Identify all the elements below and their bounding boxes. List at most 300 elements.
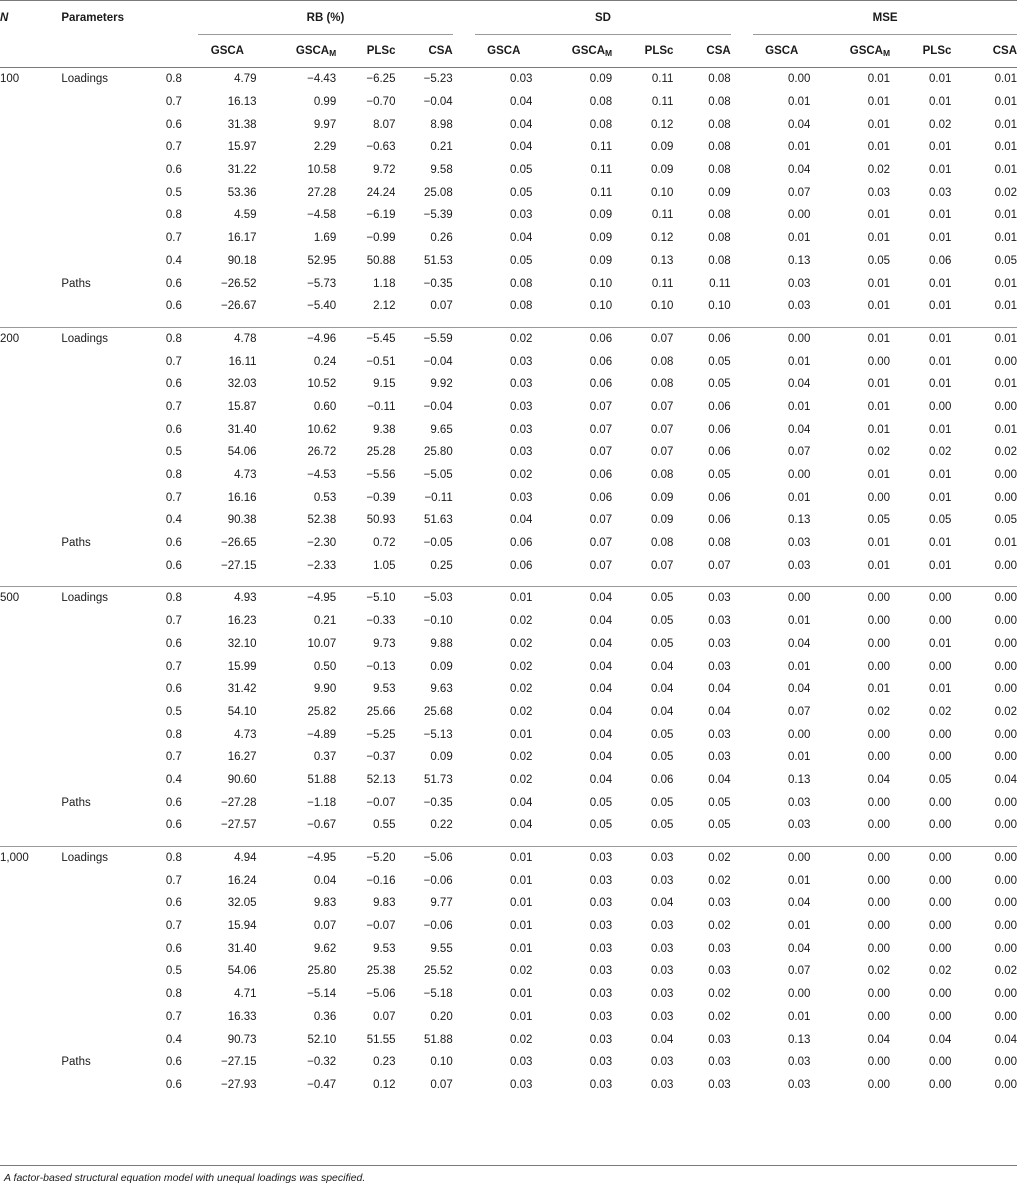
true-value-cell: 0.7 xyxy=(165,355,182,368)
gap-cell xyxy=(731,1051,753,1074)
sd-value-cell: 0.04 xyxy=(510,96,533,109)
mse-value-cell: 0.01 xyxy=(867,559,891,572)
rb-value-cell: 52.38 xyxy=(307,514,337,527)
gap-cell xyxy=(453,869,475,892)
sample-size-cell xyxy=(0,509,61,532)
mse-value-cell: 0.01 xyxy=(929,164,952,177)
mse-value-cell: 0.00 xyxy=(929,796,952,809)
gap-cell xyxy=(453,1051,475,1074)
method-name: CSA xyxy=(706,45,731,57)
true-value-cell: 0.8 xyxy=(143,327,182,350)
gap-cell xyxy=(453,250,475,273)
true-value-cell: 0.7 xyxy=(165,96,182,109)
sample-size-cell xyxy=(0,532,61,555)
spacer-cell xyxy=(182,350,198,373)
table-row xyxy=(0,373,1017,396)
sd-value-cell: 0.05 xyxy=(651,728,674,741)
mse-value-cell: 0.00 xyxy=(810,846,890,869)
sd-value-cell: 0.08 xyxy=(651,537,674,550)
method-name: GSCA xyxy=(487,45,521,57)
parameters-column-header: Parameters xyxy=(61,1,198,35)
mse-value-cell: 0.00 xyxy=(867,355,891,368)
table-row xyxy=(0,983,1017,1006)
gap-cell xyxy=(731,227,753,250)
mse-value-cell: 0.01 xyxy=(787,96,811,109)
sd-value-cell: 0.07 xyxy=(589,537,613,550)
rb-value-cell: 1.18 xyxy=(373,277,396,290)
table-row xyxy=(0,441,1017,464)
mse-value-cell: 0.01 xyxy=(810,327,890,350)
mse-value-cell: 0.00 xyxy=(753,327,810,350)
gap-cell xyxy=(731,509,753,532)
sd-value-cell: 0.11 xyxy=(590,186,613,199)
mse-value-cell: 0.00 xyxy=(867,897,891,910)
mse-value-cell: 0.01 xyxy=(994,118,1017,131)
rb-value-cell: 4.79 xyxy=(234,73,257,86)
spacer-cell xyxy=(182,554,198,577)
mse-value-cell: 0.04 xyxy=(787,897,811,910)
mse-value-cell: 0.01 xyxy=(867,141,891,154)
mse-value-cell: 0.01 xyxy=(787,355,811,368)
sd-value-cell: 0.05 xyxy=(708,355,731,368)
spacer-cell xyxy=(182,532,198,555)
rb-value-cell: 9.83 xyxy=(373,897,396,910)
mse-value-cell: 0.00 xyxy=(994,874,1017,887)
table-row xyxy=(0,159,1017,182)
parameter-type-cell xyxy=(61,937,143,960)
table-body xyxy=(0,68,1017,1097)
bottom-rule xyxy=(0,1165,1017,1166)
rb-value-cell: −5.40 xyxy=(307,300,337,313)
mse-value-cell: 0.00 xyxy=(994,615,1017,628)
mse-value-cell: 0.00 xyxy=(867,988,891,1001)
rb-value-cell: 25.82 xyxy=(307,705,337,718)
sd-value-cell: 0.04 xyxy=(651,660,674,673)
rb-value-cell: 0.99 xyxy=(313,96,337,109)
spacer-cell xyxy=(182,1006,198,1029)
sd-value-cell: 0.11 xyxy=(651,73,674,86)
mse-value-cell: 0.00 xyxy=(929,615,952,628)
sd-value-cell: 0.04 xyxy=(651,705,674,718)
sd-value-cell: 0.10 xyxy=(589,300,613,313)
true-value-cell: 0.6 xyxy=(165,1056,182,1069)
sample-size-cell xyxy=(0,418,61,441)
mse-value-cell: 0.00 xyxy=(753,587,810,610)
table-row xyxy=(0,295,1017,318)
spacer-cell xyxy=(182,418,198,441)
mse-value-cell: 0.04 xyxy=(787,942,811,955)
true-value-cell: 0.8 xyxy=(165,988,182,1001)
sd-value-cell: 0.03 xyxy=(708,1078,731,1091)
method-name: CSA xyxy=(428,45,453,57)
rb-value-cell: −4.58 xyxy=(307,209,337,222)
sd-value-cell: 0.03 xyxy=(708,965,731,978)
sd-value-cell: 0.03 xyxy=(589,988,613,1001)
sd-value-cell: 0.08 xyxy=(651,378,674,391)
mse-value-cell: 0.03 xyxy=(787,300,811,313)
mse-value-cell: 0.00 xyxy=(787,988,811,1001)
rb-value-cell: −0.99 xyxy=(366,232,396,245)
sd-value-cell: 0.11 xyxy=(590,141,613,154)
sd-value-cell: 0.02 xyxy=(510,637,533,650)
rb-value-cell: −5.73 xyxy=(307,277,337,290)
parameter-type-cell xyxy=(61,509,143,532)
method-name: PLSc xyxy=(922,45,952,57)
rb-value-cell: 0.07 xyxy=(430,300,453,313)
table-row xyxy=(0,250,1017,273)
table-row xyxy=(0,846,1017,869)
sample-size-cell xyxy=(0,678,61,701)
gap-cell xyxy=(731,723,753,746)
mse-value-cell: 0.03 xyxy=(929,186,952,199)
true-value-cell: 0.8 xyxy=(165,209,182,222)
true-value-cell: 0.6 xyxy=(165,423,182,436)
table-row xyxy=(0,869,1017,892)
rb-value-cell: −5.06 xyxy=(366,988,396,1001)
rb-value-cell: 16.16 xyxy=(227,491,257,504)
mse-value-cell: 0.00 xyxy=(994,942,1017,955)
mse-value-cell: 0.06 xyxy=(929,254,952,267)
mse-value-cell: 0.00 xyxy=(929,942,952,955)
true-value-cell: 0.6 xyxy=(165,378,182,391)
gap-cell xyxy=(453,464,475,487)
sd-value-cell: 0.02 xyxy=(510,683,533,696)
spacer-cell xyxy=(182,814,198,837)
rb-value-cell: −5.39 xyxy=(423,209,453,222)
spacer-cell xyxy=(182,441,198,464)
parameter-type-cell xyxy=(61,1006,143,1029)
gap-cell xyxy=(453,937,475,960)
mse-value-cell: 0.01 xyxy=(929,559,952,572)
gap-cell xyxy=(453,791,475,814)
sd-value-cell: 0.05 xyxy=(708,796,731,809)
sd-value-cell: 0.07 xyxy=(589,559,613,572)
rb-value-cell: 25.52 xyxy=(423,965,453,978)
rb-value-cell: 52.10 xyxy=(307,1033,337,1046)
mse-value-cell: 0.02 xyxy=(929,705,952,718)
sd-value-cell: 0.03 xyxy=(708,660,731,673)
rb-value-cell: 25.28 xyxy=(366,446,396,459)
true-value-cell: 0.4 xyxy=(165,773,182,786)
parameter-type-cell xyxy=(61,960,143,983)
gap-cell xyxy=(453,769,475,792)
sd-value-cell: 0.05 xyxy=(708,378,731,391)
mse-value-cell: 0.01 xyxy=(929,96,952,109)
gap-cell xyxy=(731,441,753,464)
sd-value-cell: 0.04 xyxy=(510,819,533,832)
sd-value-cell: 0.05 xyxy=(708,469,731,482)
mse-value-cell: 0.01 xyxy=(929,378,952,391)
table-row xyxy=(0,892,1017,915)
rb-value-cell: 25.68 xyxy=(423,705,453,718)
rb-value-cell: 50.88 xyxy=(366,254,396,267)
gap-cell xyxy=(453,678,475,701)
gap-cell xyxy=(731,181,753,204)
mse-value-cell: 0.01 xyxy=(929,141,952,154)
parameter-type-cell: Loadings xyxy=(61,327,143,350)
mse-value-cell: 0.00 xyxy=(994,400,1017,413)
mse-value-cell: 0.00 xyxy=(867,874,891,887)
method-name: GSCA xyxy=(571,45,606,57)
table-row xyxy=(0,915,1017,938)
true-value-cell: 0.6 xyxy=(165,537,182,550)
rb-value-cell: 31.38 xyxy=(227,118,257,131)
rb-value-cell: 0.60 xyxy=(313,400,337,413)
rb-value-cell: −27.28 xyxy=(221,796,257,809)
sd-value-cell: 0.01 xyxy=(475,846,532,869)
gap-cell xyxy=(731,554,753,577)
true-value-cell: 0.5 xyxy=(165,705,182,718)
rb-value-cell: 0.36 xyxy=(313,1010,337,1023)
parameter-type-cell xyxy=(61,723,143,746)
rb-value-cell: 4.78 xyxy=(198,327,256,350)
parameter-type-cell: Loadings xyxy=(61,846,143,869)
sd-value-cell: 0.07 xyxy=(589,400,613,413)
rb-group-header: RB (%) xyxy=(198,1,452,35)
sample-size-cell: 500 xyxy=(0,587,61,610)
rb-value-cell: −0.07 xyxy=(366,920,396,933)
mse-group-header: MSE xyxy=(753,1,1017,35)
true-value-cell: 0.5 xyxy=(165,965,182,978)
parameter-type-cell xyxy=(61,91,143,114)
sd-value-cell: 0.04 xyxy=(510,796,533,809)
table-row xyxy=(0,633,1017,656)
mse-value-cell: 0.02 xyxy=(994,705,1017,718)
sd-value-cell: 0.03 xyxy=(708,942,731,955)
rb-value-cell: 10.52 xyxy=(307,378,337,391)
rb-value-cell: −26.52 xyxy=(221,277,257,290)
sd-value-cell: 0.08 xyxy=(589,118,613,131)
rb-value-cell: −0.10 xyxy=(423,615,453,628)
sd-value-cell: 0.12 xyxy=(651,232,674,245)
rb-value-cell: 54.06 xyxy=(227,446,257,459)
sd-value-cell: 0.03 xyxy=(510,491,533,504)
rb-value-cell: 51.63 xyxy=(423,514,453,527)
gap-cell xyxy=(731,791,753,814)
sd-value-cell: 0.03 xyxy=(708,751,731,764)
gap-cell xyxy=(453,960,475,983)
gap-cell xyxy=(731,960,753,983)
sd-value-cell: 0.07 xyxy=(612,327,673,350)
mse-value-cell: 0.00 xyxy=(994,1056,1017,1069)
rb-value-cell: 0.53 xyxy=(313,491,337,504)
method-name: GSCA xyxy=(210,45,244,57)
rb-value-cell: 0.20 xyxy=(430,1010,453,1023)
mse-method-header xyxy=(890,35,951,68)
gap-cell xyxy=(731,610,753,633)
sd-value-cell: 0.03 xyxy=(708,728,731,741)
gap-cell xyxy=(453,983,475,1006)
rb-value-cell: 0.22 xyxy=(430,819,453,832)
true-value-cell: 0.7 xyxy=(165,874,182,887)
gap-cell xyxy=(453,509,475,532)
rb-value-cell: −0.04 xyxy=(423,400,453,413)
sd-value-cell: 0.08 xyxy=(708,73,731,86)
gap-cell xyxy=(731,272,753,295)
spacer-cell xyxy=(182,633,198,656)
sample-size-cell xyxy=(0,791,61,814)
mse-value-cell: 0.07 xyxy=(787,705,811,718)
parameter-type-cell xyxy=(61,373,143,396)
mse-value-cell: 0.05 xyxy=(994,514,1017,527)
mse-value-cell: 0.00 xyxy=(994,796,1017,809)
mse-value-cell: 0.02 xyxy=(867,446,891,459)
mse-value-cell: 0.03 xyxy=(787,559,811,572)
mse-value-cell: 0.04 xyxy=(787,637,811,650)
mse-value-cell: 0.00 xyxy=(929,819,952,832)
spacer-cell xyxy=(182,159,198,182)
mse-value-cell: 0.02 xyxy=(867,164,891,177)
true-value-cell: 0.7 xyxy=(165,141,182,154)
rb-value-cell: 9.58 xyxy=(430,164,453,177)
gap-cell xyxy=(731,587,753,610)
mse-value-cell: 0.05 xyxy=(867,254,891,267)
rb-value-cell: 9.53 xyxy=(373,942,396,955)
mse-value-cell: 0.00 xyxy=(753,846,810,869)
table-row xyxy=(0,136,1017,159)
mse-value-cell: 0.01 xyxy=(787,1010,811,1023)
parameter-type-cell xyxy=(61,633,143,656)
rb-value-cell: 25.38 xyxy=(366,965,396,978)
sample-size-cell xyxy=(0,204,61,227)
gap-cell xyxy=(731,746,753,769)
rb-value-cell: 0.24 xyxy=(313,355,337,368)
method-name: GSCA xyxy=(765,45,799,57)
gap-cell xyxy=(731,814,753,837)
parameter-type-cell xyxy=(61,869,143,892)
rb-value-cell: 54.10 xyxy=(227,705,257,718)
rb-value-cell: −4.53 xyxy=(307,469,337,482)
mse-value-cell: 0.05 xyxy=(929,514,952,527)
true-value-cell: 0.6 xyxy=(165,683,182,696)
gap-cell xyxy=(731,295,753,318)
parameter-type-cell xyxy=(61,554,143,577)
mse-value-cell: 0.04 xyxy=(994,1033,1017,1046)
gap-cell xyxy=(453,746,475,769)
sd-value-cell: 0.03 xyxy=(589,965,613,978)
mse-value-cell: 0.01 xyxy=(929,277,952,290)
sd-value-cell: 0.09 xyxy=(651,491,674,504)
rb-value-cell: 32.10 xyxy=(227,637,257,650)
rb-value-cell: 9.62 xyxy=(313,942,337,955)
mse-value-cell: 0.01 xyxy=(929,637,952,650)
sample-size-cell xyxy=(0,373,61,396)
mse-value-cell: 0.00 xyxy=(994,920,1017,933)
parameter-type-cell xyxy=(61,159,143,182)
sd-value-cell: 0.11 xyxy=(651,277,674,290)
sd-value-cell: 0.03 xyxy=(589,942,613,955)
sd-value-cell: 0.04 xyxy=(651,1033,674,1046)
table-row xyxy=(0,396,1017,419)
sd-value-cell: 0.06 xyxy=(589,355,613,368)
rb-value-cell: 16.27 xyxy=(227,751,257,764)
mse-value-cell: 0.00 xyxy=(867,796,891,809)
sd-value-cell: 0.06 xyxy=(673,327,730,350)
sd-value-cell: 0.03 xyxy=(510,1056,533,1069)
spacer-cell xyxy=(182,272,198,295)
parameter-type-cell xyxy=(61,350,143,373)
rb-value-cell: −6.19 xyxy=(366,209,396,222)
mse-value-cell: 0.01 xyxy=(929,73,952,86)
sd-value-cell: 0.07 xyxy=(651,400,674,413)
rb-value-cell: −4.95 xyxy=(257,587,337,610)
rb-value-cell: −5.06 xyxy=(395,846,452,869)
sd-value-cell: 0.02 xyxy=(708,874,731,887)
mse-value-cell: 0.04 xyxy=(787,683,811,696)
rb-value-cell: 51.55 xyxy=(366,1033,396,1046)
mse-value-cell: 0.03 xyxy=(787,537,811,550)
gap-cell xyxy=(453,91,475,114)
mse-value-cell: 0.04 xyxy=(787,423,811,436)
rb-value-cell: 0.26 xyxy=(430,232,453,245)
sd-value-cell: 0.03 xyxy=(510,400,533,413)
rb-value-cell: 31.40 xyxy=(227,423,257,436)
rb-value-cell: −0.16 xyxy=(366,874,396,887)
gap-cell xyxy=(731,250,753,273)
sample-size-cell xyxy=(0,159,61,182)
sample-size-cell xyxy=(0,983,61,1006)
rb-value-cell: 90.18 xyxy=(227,254,257,267)
method-name: PLSc xyxy=(644,45,674,57)
sd-method-header xyxy=(475,35,532,68)
sample-size-cell: 100 xyxy=(0,73,20,86)
gap-cell xyxy=(453,532,475,555)
spacer-cell xyxy=(182,373,198,396)
mse-value-cell: 0.00 xyxy=(929,874,952,887)
spacer-cell xyxy=(182,1074,198,1097)
parameter-type-cell xyxy=(61,983,143,1006)
sd-value-cell: 0.05 xyxy=(510,164,533,177)
gap-cell xyxy=(453,892,475,915)
sd-value-cell: 0.07 xyxy=(708,559,731,572)
mse-value-cell: 0.02 xyxy=(867,705,891,718)
rb-value-cell: 52.95 xyxy=(307,254,337,267)
gap-cell xyxy=(453,1074,475,1097)
sample-size-cell xyxy=(0,227,61,250)
rb-value-cell: 27.28 xyxy=(307,186,337,199)
rb-value-cell: −0.51 xyxy=(366,355,396,368)
sd-value-cell: 0.05 xyxy=(651,637,674,650)
rb-value-cell: −0.37 xyxy=(366,751,396,764)
gap-cell xyxy=(731,633,753,656)
sd-value-cell: 0.03 xyxy=(510,446,533,459)
gap-cell xyxy=(453,204,475,227)
rb-value-cell: 4.94 xyxy=(198,846,256,869)
rb-value-cell: 32.03 xyxy=(227,378,257,391)
table-row xyxy=(0,1006,1017,1029)
parameter-type-cell xyxy=(61,678,143,701)
rb-value-cell: −5.20 xyxy=(336,846,395,869)
table-row xyxy=(0,532,1017,555)
rb-value-cell: −26.67 xyxy=(221,300,257,313)
sd-value-cell: 0.03 xyxy=(510,355,533,368)
sd-value-cell: 0.03 xyxy=(589,874,613,887)
sample-size-cell xyxy=(0,869,61,892)
rb-value-cell: 4.71 xyxy=(234,988,257,1001)
gap-cell xyxy=(453,655,475,678)
spacer-cell xyxy=(182,136,198,159)
mse-value-cell: 0.01 xyxy=(994,96,1017,109)
mse-value-cell: 0.04 xyxy=(929,1033,952,1046)
parameter-type-cell xyxy=(61,441,143,464)
table-row xyxy=(0,678,1017,701)
mse-value-cell: 0.01 xyxy=(787,751,811,764)
rb-value-cell: 16.17 xyxy=(227,232,257,245)
mse-value-cell: 0.00 xyxy=(994,491,1017,504)
mse-value-cell: 0.01 xyxy=(867,96,891,109)
mse-value-cell: 0.01 xyxy=(867,537,891,550)
mse-value-cell: 0.01 xyxy=(787,615,811,628)
